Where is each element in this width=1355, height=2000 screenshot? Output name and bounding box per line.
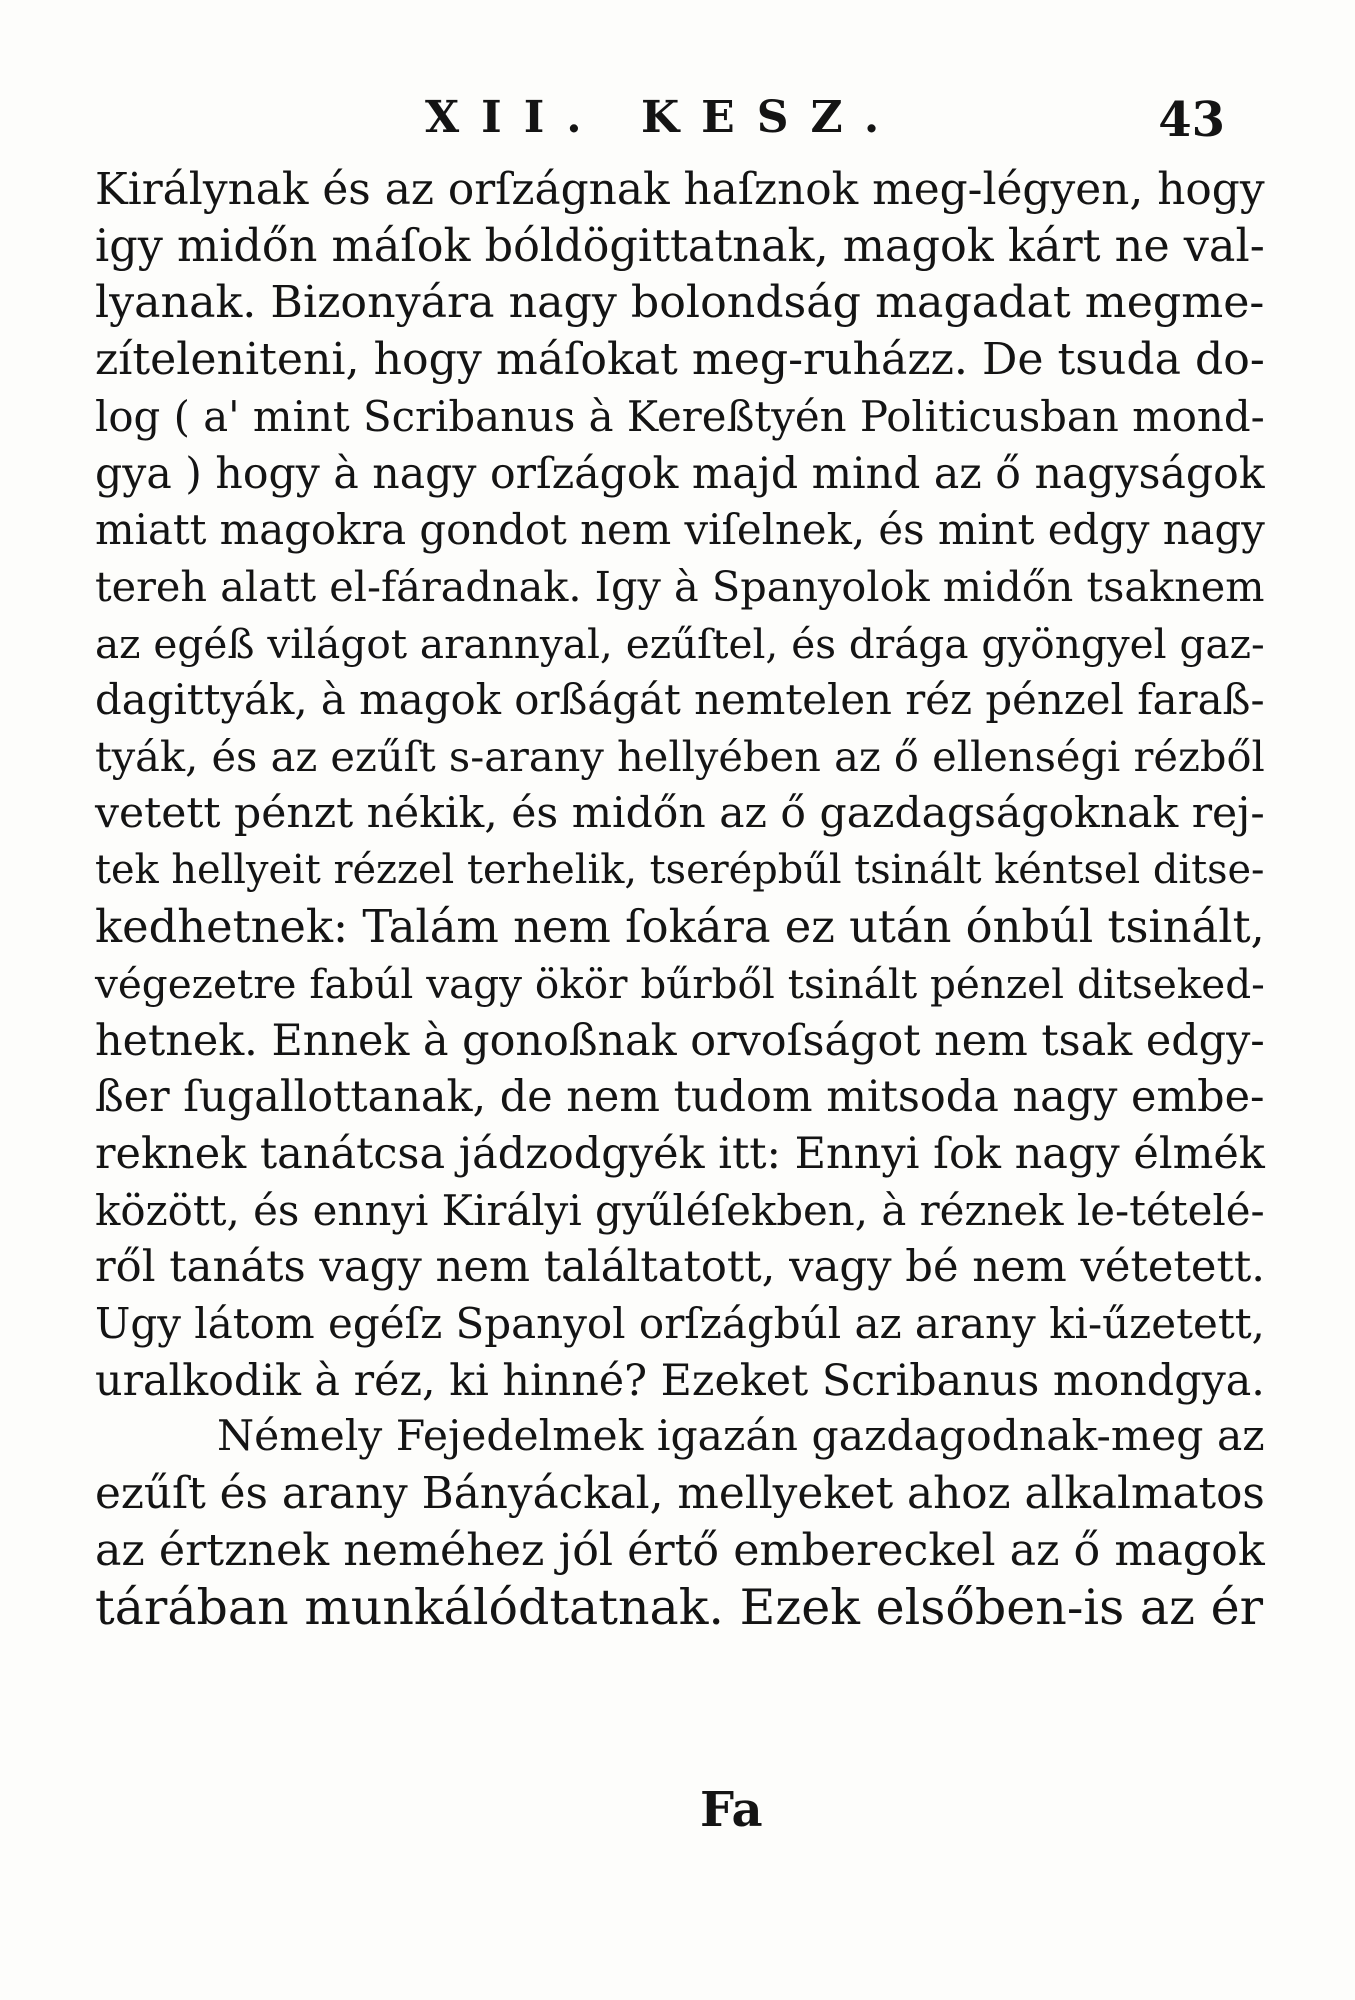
text-line: log ( a' mint Scribanus à Kereßtyén Politicusban mond- (95, 391, 1265, 441)
text-line: tek hellyeit rézzel terhelik, tserépbűl tsinált kéntsel ditse- (95, 847, 1265, 894)
text-line: miatt magokra gondot nem viſelnek, és mint edgy nagy (95, 505, 1265, 555)
text-line: lyanak. Bizonyára nagy bolondság magadat megme- (95, 277, 1265, 329)
text-line: vetett pénzt nékik, és midőn az ő gazdagságoknak rej- (95, 788, 1265, 838)
text-line: végezetre fabúl vagy ökör bűrből tsinált pénzel ditseked- (95, 959, 1265, 1008)
text-line: hetnek. Ennek à gonoßnak orvoſságot nem tsak edgy- (95, 1015, 1265, 1066)
paragraph-first-line: Némely Fejedelmek igazán gazdagodnak-meg az (217, 1412, 1265, 1462)
body-text (95, 162, 1265, 1636)
catchword: Fa (700, 1782, 763, 1838)
running-head-title: XII. KESZ. (425, 92, 902, 143)
text-line: ezűſt és arany Bányáckal, mellyeket ahoz alkalmatos (95, 1468, 1265, 1520)
page-number: 43 (1158, 92, 1225, 148)
text-line: az értznek neméhez jól értő embereckel az ő magok (95, 1524, 1265, 1576)
text-line: dagittyák, à magok orßágát nemtelen réz pénzel faraß- (95, 675, 1265, 725)
text-line: Királynak és az orſzágnak haſznok meg-légyen, hogy (95, 164, 1265, 215)
text-line: között, és ennyi Királyi gyűléſekben, à réznek le-tételé- (95, 1185, 1265, 1235)
text-line: zíteleniteni, hogy máſokat meg-ruházz. De tsuda do- (95, 334, 1265, 386)
text-line: ről tanáts vagy nem találtatott, vagy bé nem vétetett. (95, 1242, 1265, 1293)
text-line: uralkodik à réz, ki hinné? Ezeket Scribanus mondgya. (95, 1355, 1265, 1406)
text-line: tereh alatt el-fáradnak. Igy à Spanyolok midőn tsaknem (95, 562, 1265, 611)
text-line: tyák, és az ezűſt s-arany hellyében az ő ellenségi rézből (95, 732, 1265, 782)
text-line: kedhetnek: Talám nem ſokára ez után ónbúl tsinált, (95, 900, 1265, 954)
text-line: gya ) hogy à nagy orſzágok majd mind az ő nagyságok (95, 448, 1265, 499)
running-head (95, 92, 1235, 162)
text-line: tárában munkálódtatnak. Ezek elsőben-is az ér (95, 1578, 1263, 1636)
text-line: igy midőn máſok bóldögittatnak, magok kárt ne val- (95, 220, 1265, 272)
text-line: ßer ſugallottanak, de nem tudom mitsoda nagy embe- (95, 1072, 1265, 1123)
text-line: az egéß világot arannyal, ezűſtel, és drága gyöngyel gaz- (95, 619, 1265, 668)
text-line: Ugy látom egéſz Spanyol orſzágbúl az arany ki-űzetett, (95, 1299, 1265, 1349)
text-line: reknek tanátcsa jádzodgyék itt: Ennyi ſok nagy élmék (95, 1128, 1265, 1179)
